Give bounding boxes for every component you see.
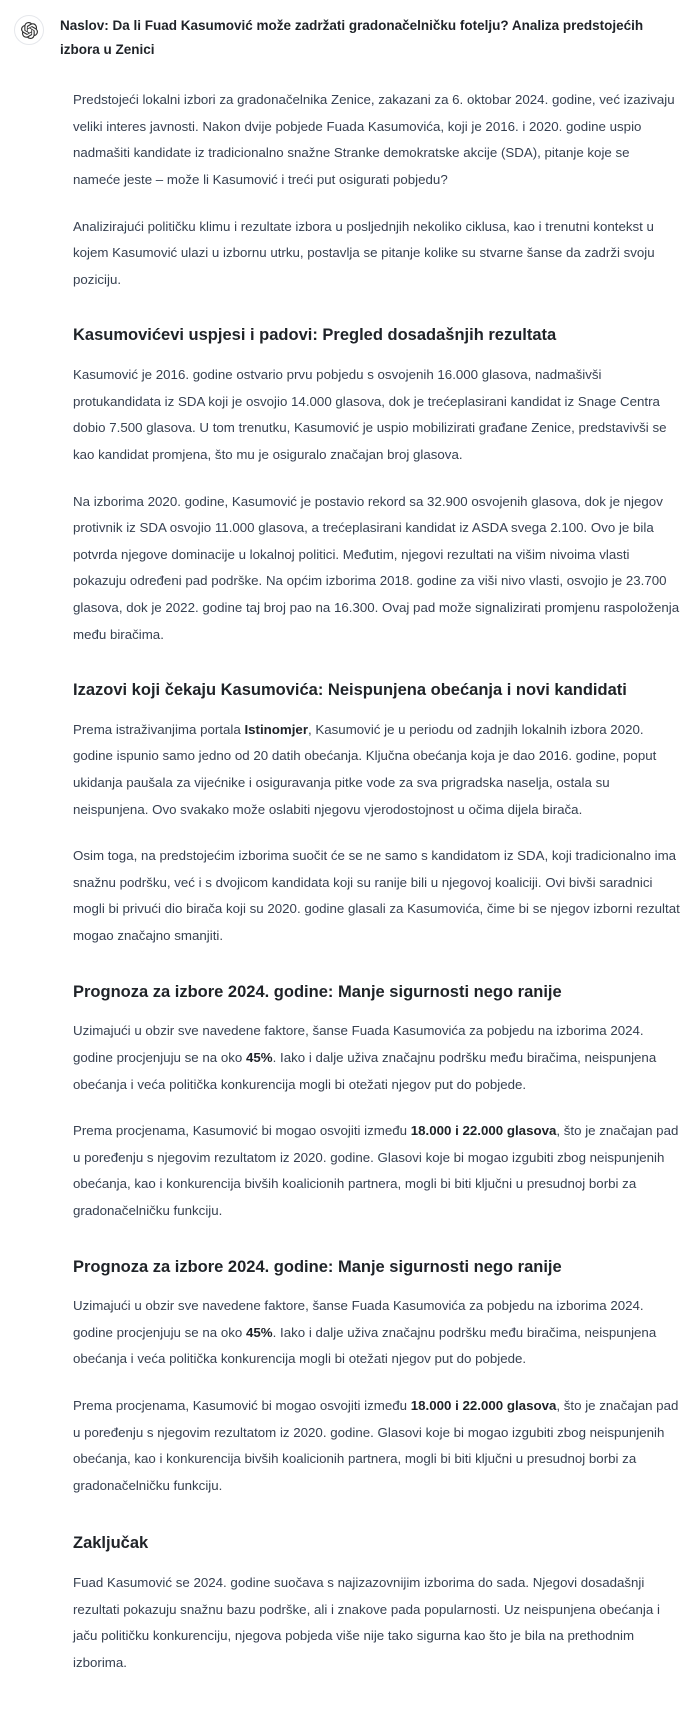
text-run: . Iako i dalje uživa značajnu podršku među biračima, neispunjena obećanja i veća politička konkurencija mogli bi otežati njegov put do pobjede. <box>73 1049 657 1092</box>
paragraph <box>73 843 680 949</box>
paragraph <box>73 489 680 649</box>
bottom-spacer <box>14 1697 686 1705</box>
text-run: Fuad Kasumović se 2024. godine suočava s najizazovnijim izborima do sada. Njegovi dosadašnji rezultati pokazuju snažnu bazu podrške, ali i znakove pada popularnosti. Uz neispunjena obećanja i jaču političku konkurenciju, njegova pobjeda više nije tako sigurna kao što je bila na prethodnim izborima. <box>73 1575 660 1670</box>
message-header <box>14 14 686 61</box>
section-heading: Prognoza za izbore 2024. godine: Manje sigurnosti nego ranije <box>73 982 562 1001</box>
emphasis-text: 18.000 i 22.000 glasova <box>410 1398 557 1414</box>
text-run: Uzimajući u obzir sve navedene faktore, šanse Fuada Kasumovića za pobjedu na izborima 2024. godine procjenjuju se na oko <box>73 1298 644 1340</box>
paragraph <box>73 1393 680 1499</box>
emphasis-text: Istinomjer <box>244 721 308 737</box>
section-heading: Prognoza za izbore 2024. godine: Manje sigurnosti nego ranije <box>73 1257 562 1276</box>
paragraph <box>73 214 680 294</box>
text-run: Prema procjenama, Kasumović bi mogao osvojiti između <box>73 1398 411 1414</box>
section-heading: Izazovi koji čekaju Kasumovića: Neispunjena obećanja i novi kandidati <box>73 681 627 700</box>
message-title-wrap <box>44 14 686 61</box>
text-run: Prema istraživanjima portala <box>73 721 245 737</box>
section-heading: Zaključak <box>73 1534 149 1553</box>
emphasis-text: 45% <box>245 1049 273 1065</box>
message-body <box>14 87 686 1676</box>
paragraph <box>73 362 680 468</box>
openai-logo-icon <box>14 15 44 45</box>
paragraph <box>73 717 680 823</box>
text-run: Predstojeći lokalni izbori za gradonačelnika Zenice, zakazani za 6. oktobar 2024. godine, već izazivaju veliki interes javnosti. Nakon dvije pobjede Fuada Kasumovića, koji je 2016. i 2020. godine uspio nadmašiti kandidate iz tradicionalno snažne Stranke demokratske akcije (SDA), pitanje koje se nameće jeste – može li Kasumović i treći put osigurati pobjedu? <box>73 92 675 188</box>
paragraph <box>73 1018 680 1098</box>
paragraph <box>73 1293 680 1373</box>
text-run: , što je značajan pad u poređenju s njegovim rezultatom iz 2020. godine. Glasovi koje bi mogao izgubiti zbog neispunjenih obećanja, kao i konkurencija bivših koalicionih partnera, mogli bi biti ključni u presudnoj borbi za gradonačelničku funkciju. <box>73 1123 679 1218</box>
paragraph <box>73 87 680 193</box>
text-run: Uzimajući u obzir sve navedene faktore, šanse Fuada Kasumovića za pobjedu na izborima 2024. godine procjenjuju se na oko <box>73 1023 644 1065</box>
page-title: Naslov: Da li Fuad Kasumović može zadržati gradonačelničku fotelju? Analiza predstojećih izbora u Zenici <box>60 18 644 57</box>
paragraph <box>73 1118 680 1224</box>
emphasis-text: 18.000 i 22.000 glasova <box>410 1123 557 1139</box>
text-run: Osim toga, na predstojećim izborima suočit će se ne samo s kandidatom iz SDA, koji tradicionalno ima snažnu podršku, već i s dvojicom kandidata koji su ranije bili u njegovoj koaliciji. Ovi bivši saradnici mogli bi privući dio birača koji su 2020. godine glasali za Kasumovića, čime bi se njegov izborni rezultat mogao značajno smanjiti. <box>73 848 680 943</box>
emphasis-text: 45% <box>245 1324 273 1340</box>
text-run: Na izborima 2020. godine, Kasumović je postavio rekord sa 32.900 osvojenih glasova, dok je njegov protivnik iz SDA osvojio 11.000 glasova, a trećeplasirani kandidat iz ASDA svega 2.100. Ovo je bila potvrda njegove dominacije u lokalnoj politici. Međutim, njegovi rezultati na višim nivoima vlasti pokazuju određeni pad podrške. Na općim izborima 2018. godine za viši nivo vlasti, osvojio je 23.700 glasova, dok je 2022. godine taj broj pao na 16.300. Ovaj pad može signalizirati promjenu raspoloženja među biračima. <box>73 493 680 642</box>
text-run: Analizirajući političku klimu i rezultate izbora u posljednjih nekoliko ciklusa, kao i trenutni kontekst u kojem Kasumović ulazi u izbornu utrku, postavlja se pitanje kolike su stvarne šanse da zadrži svoju poziciju. <box>73 218 655 287</box>
text-run: Prema procjenama, Kasumović bi mogao osvojiti između <box>73 1123 411 1139</box>
text-run: Kasumović je 2016. godine ostvario prvu pobjedu s osvojenih 16.000 glasova, nadmašivši protukandidata iz SDA koji je osvojio 14.000 glasova, dok je trećeplasirani kandidat iz Snage Centra dobio 7.500 glasova. U tom trenutku, Kasumović je uspio mobilizirati građane Zenice, predstavivši se kao kandidat promjena, što mu je osiguralo značajan broj glasova. <box>73 367 667 462</box>
text-run: , što je značajan pad u poređenju s njegovim rezultatom iz 2020. godine. Glasovi koje bi mogao izgubiti zbog neispunjenih obećanja, kao i konkurencija bivših koalicionih partnera, mogli bi biti ključni u presudnoj borbi za gradonačelničku funkciju. <box>73 1398 679 1493</box>
text-run: . Iako i dalje uživa značajnu podršku među biračima, neispunjena obećanja i veća politička konkurencija mogli bi otežati njegov put do pobjede. <box>73 1324 657 1367</box>
paragraph <box>73 1570 680 1676</box>
text-run: , Kasumović je u periodu od zadnjih lokalnih izbora 2020. godine ispunio samo jedno od 20 datih obećanja. Ključna obećanja koja je dao 2016. godine, poput ukidanja paušala za vijećnike i osiguravanja pitke vode za sva prigradska naselja, ostala su neispunjena. Ovo svakako može oslabiti njegovu vjerodostojnost u očima dijela birača. <box>73 721 657 817</box>
section-heading: Kasumovićevi uspjesi i padovi: Pregled dosadašnjih rezultata <box>73 326 557 345</box>
